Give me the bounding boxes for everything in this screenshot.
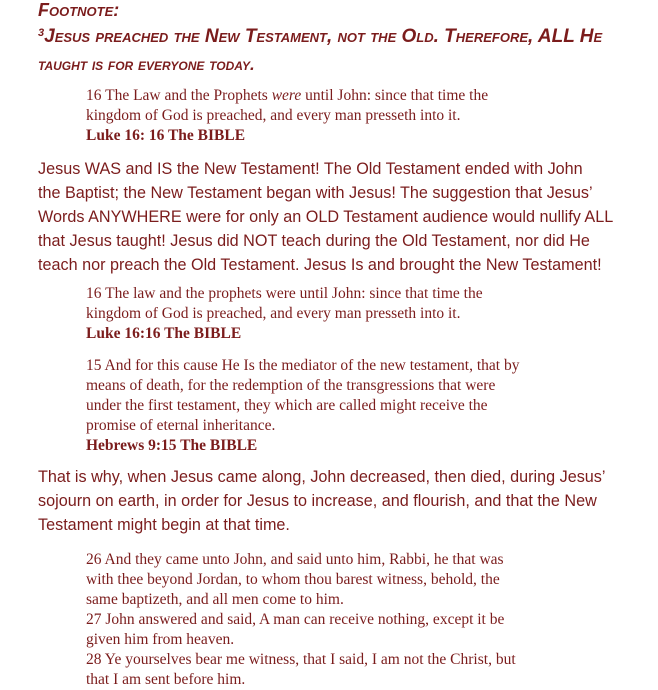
- verse-emphasis: were: [271, 87, 302, 104]
- verse-line: [86, 86, 646, 106]
- footnote-label: Footnote:: [38, 0, 120, 20]
- verse-line: kingdom of God is preached, and every man presseth into it.: [86, 107, 461, 124]
- verse-line: 16 The law and the prophets were until John: since that time the: [86, 285, 483, 302]
- footnote-title-line-2: taught is for everyone today.: [38, 55, 255, 74]
- verse-text: until John: since that time the: [301, 87, 489, 104]
- paragraph-john-decreased: [38, 465, 658, 537]
- verse-text: 16 The Law and the Prophets: [86, 87, 272, 104]
- paragraph-line: that Jesus taught! Jesus did NOT teach during the Old Testament, nor did He: [38, 232, 590, 250]
- paragraph-new-testament: [38, 157, 658, 277]
- footnote-marker: 3: [38, 27, 45, 39]
- verse-block-john-3-26-28: [86, 550, 646, 690]
- verse-block-luke-16-16-b: [86, 284, 646, 344]
- verse-reference: Luke 16:16 The BIBLE: [86, 325, 242, 342]
- footnote-title-line-1: [38, 26, 602, 48]
- paragraph-line: That is why, when Jesus came along, John decreased, then died, during Jesus’: [38, 468, 606, 486]
- verse-block-luke-16-16-a: [86, 86, 646, 146]
- verse-line: means of death, for the redemption of the transgressions that were: [86, 377, 496, 394]
- verse-line: kingdom of God is preached, and every man presseth into it.: [86, 305, 461, 322]
- paragraph-line: Words ANYWHERE were for only an OLD Testament audience would nullify ALL: [38, 208, 614, 226]
- footnote-title-text-1: Jesus preached the New Testament, not the Old. Therefore, ALL He: [44, 26, 603, 47]
- verse-line: promise of eternal inheritance.: [86, 417, 276, 434]
- verse-line: under the first testament, they which are called might receive the: [86, 397, 488, 414]
- paragraph-line: sojourn on earth, in order for Jesus to increase, and flourish, and that the New: [38, 492, 597, 510]
- verse-line: 15 And for this cause He Is the mediator of the new testament, that by: [86, 357, 520, 374]
- verse-line: 26 And they came unto John, and said unto him, Rabbi, he that was: [86, 551, 504, 568]
- paragraph-line: teach nor preach the Old Testament. Jesus Is and brought the New Testament!: [38, 256, 602, 274]
- verse-line: with thee beyond Jordan, to whom thou barest witness, behold, the: [86, 571, 500, 588]
- verse-line: that I am sent before him.: [86, 671, 246, 688]
- paragraph-line: Jesus WAS and IS the New Testament! The Old Testament ended with John: [38, 160, 583, 178]
- verse-line: 28 Ye yourselves bear me witness, that I said, I am not the Christ, but: [86, 651, 516, 668]
- verse-reference: Luke 16: 16 The BIBLE: [86, 127, 246, 144]
- paragraph-line: the Baptist; the New Testament began with Jesus! The suggestion that Jesus’: [38, 184, 593, 202]
- paragraph-line: Testament might begin at that time.: [38, 516, 290, 534]
- verse-line: 27 John answered and said, A man can receive nothing, except it be: [86, 611, 505, 628]
- verse-line: same baptizeth, and all men come to him.: [86, 591, 344, 608]
- verse-reference: Hebrews 9:15 The BIBLE: [86, 437, 258, 454]
- verse-block-hebrews-9-15: [86, 356, 646, 456]
- verse-line: given him from heaven.: [86, 631, 235, 648]
